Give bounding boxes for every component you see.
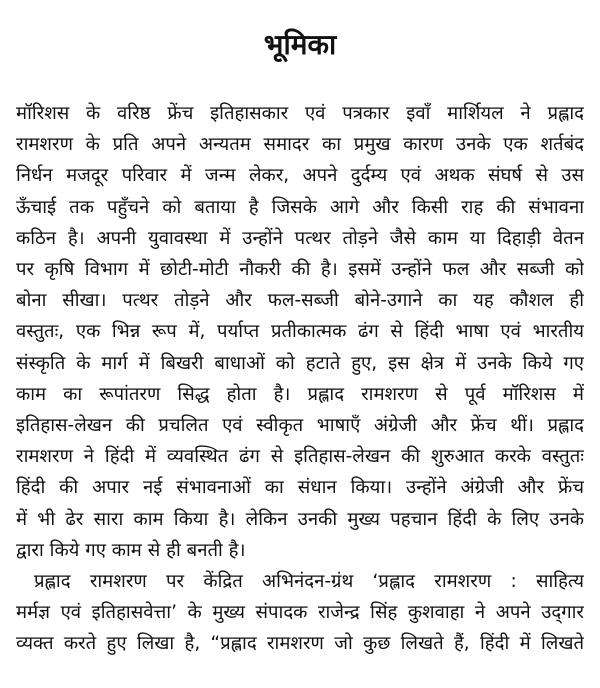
text-line: व्यक्त करते हुए लिखा है, “प्रह्लाद रामशरण जो कुछ लिखते हैं, हिंदी में लिखते bbox=[16, 633, 584, 655]
paragraph-1 bbox=[16, 98, 584, 566]
text-line: कठिन है। अपनी युवावस्था में उन्होंने पत्थर तोड़ने जैसे काम या दिहाड़ी वेतन bbox=[16, 227, 584, 249]
text-line: में भी ढेर सारा काम किया है। लेकिन उनकी मुख्य पहचान हिंदी के लिए उनके bbox=[16, 508, 584, 530]
text-line: बोना सीखा। पत्थर तोड़ने और फल-सब्जी बोने-उगाने का यह कौशल ही bbox=[16, 290, 584, 312]
text-line: निर्धन मजदूर परिवार में जन्म लेकर, अपने दुर्दम्य एवं अथक संघर्ष से उस bbox=[16, 165, 584, 187]
paragraph-2 bbox=[16, 566, 584, 660]
text-line: द्वारा किये गए काम से ही बनती है। bbox=[16, 539, 246, 561]
text-line: संस्कृति के मार्ग में बिखरी बाधाओं को हटाते हुए, इस क्षेत्र में उनके किये गए bbox=[16, 352, 584, 374]
text-line: रामशरण के प्रति अपने अन्यतम समादर का प्रमुख कारण उनके एक शर्तबंद bbox=[16, 134, 584, 156]
text-line: पर कृषि विभाग में छोटी-मोटी नौकरी की है। इसमें उन्होंने फल और सब्जी को bbox=[16, 259, 584, 281]
text-line: प्रह्लाद रामशरण पर केंद्रित अभिनंदन-ग्रंथ ‘प्रह्लाद रामशरण : साहित्य bbox=[34, 571, 584, 593]
text-line: हिंदी की अपार नई संभावनाओं का संधान किया। उन्होंने अंग्रेजी और फ्रेंच bbox=[16, 477, 584, 499]
text-line: ऊँचाई तक पहुँचने को बताया है जिसके आगे और किसी राह की संभावना bbox=[16, 196, 584, 218]
text-line: काम का रूपांतरण सिद्ध होता है। प्रह्लाद रामशरण से पूर्व मॉरिशस में bbox=[16, 383, 584, 405]
page-title: भूमिका bbox=[263, 28, 337, 61]
text-line: रामशरण ने हिंदी में व्यवस्थित ढंग से इतिहास-लेखन की शुरुआत करके वस्तुतः bbox=[16, 446, 584, 468]
text-line: वस्तुतः, एक भिन्न रूप में, पर्याप्त प्रतीकात्मक ढंग से हिंदी भाषा एवं भारतीय bbox=[16, 321, 584, 343]
text-line: इतिहास-लेखन की प्रचलित एवं स्वीकृत भाषाएँ अंग्रेजी और फ्रेंच थीं। प्रह्लाद bbox=[16, 415, 584, 437]
text-line: मॉरिशस के वरिष्ठ फ्रेंच इतिहासकार एवं पत्रकार इवाँ मार्शियल ने प्रह्लाद bbox=[16, 103, 584, 124]
text-line: मर्मज्ञ एवं इतिहासवेत्ता’ के मुख्य संपादक राजेन्द्र सिंह कुशवाहा ने अपने उद्‌गार bbox=[16, 602, 584, 624]
